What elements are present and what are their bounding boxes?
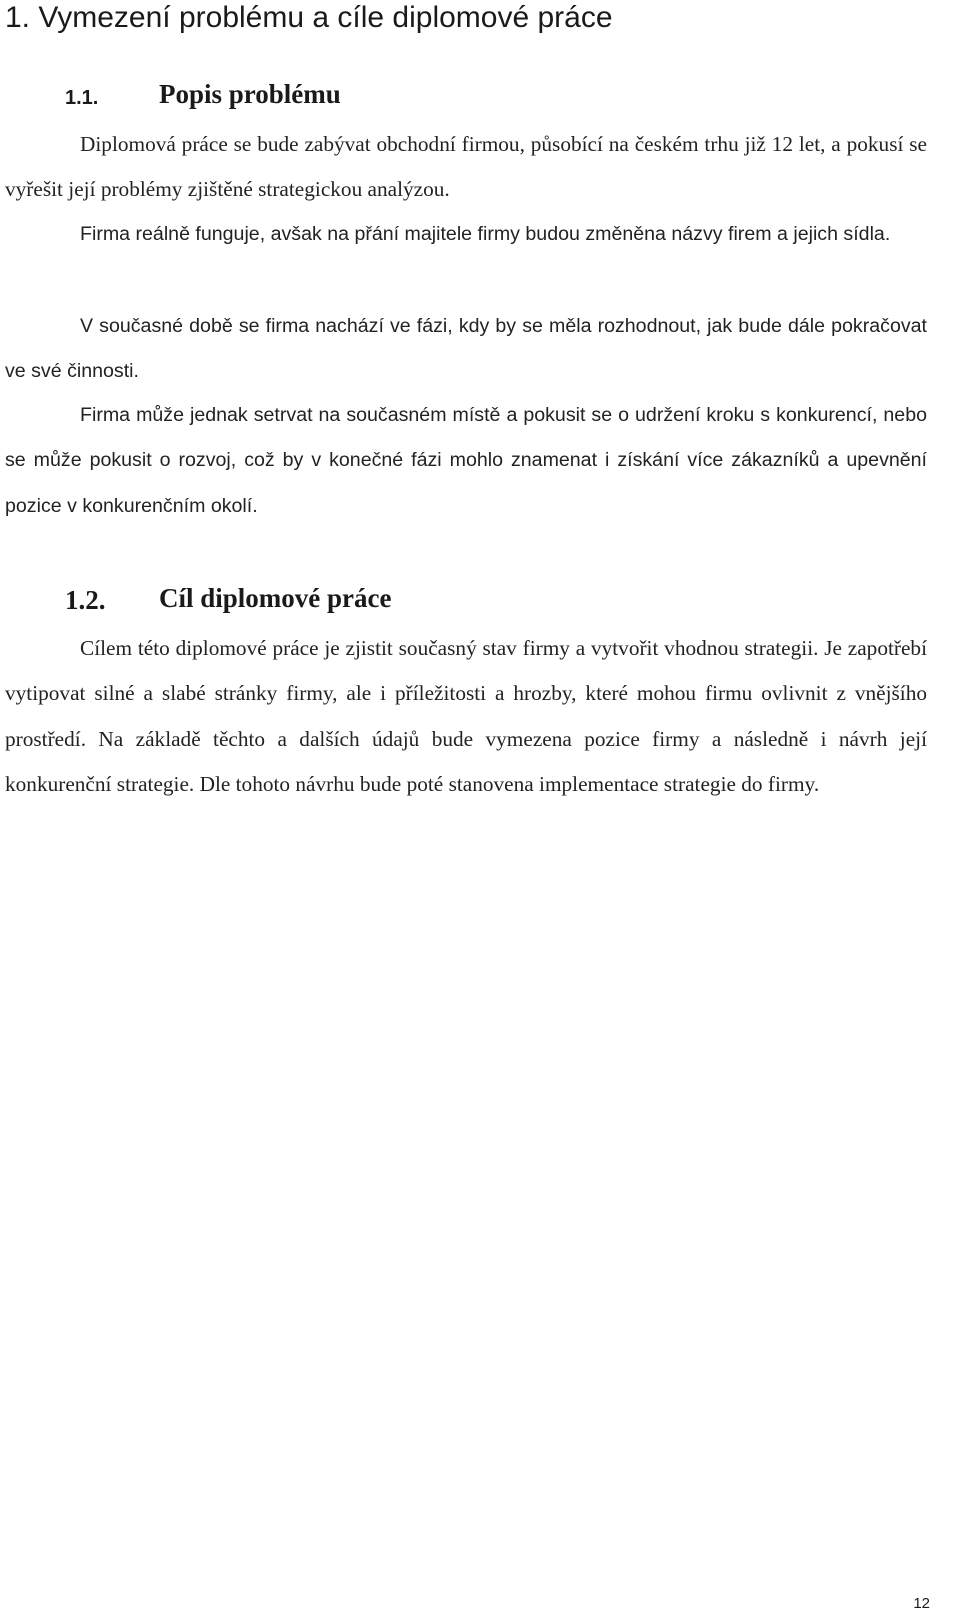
page-number: 12 [913,1595,930,1612]
section-title: Cíl diplomové práce [159,583,392,613]
section-title: Popis problému [159,79,341,109]
chapter-heading: 1. Vymezení problému a cíle diplomové práce [5,1,613,34]
paragraph: Firma může jednak setrvat na současném místě a pokusit se o udržení kroku s konkurencí, nebo se může pokusit o rozvoj, což by v konečné fázi mohlo znamenat i získání více zákazníků a upevnění pozice v konkurenčním okolí. [5,404,927,517]
section-heading-cil-diplomove-prace [65,582,665,616]
paragraph: Cílem této diplomové práce je zjistit současný stav firmy a vytvořit vhodnou strategii. Je zapotřebí vytipovat silné a slabé stránky firmy, ale i příležitosti a hrozby, které mohou firmu ovlivnit z vnějšího prostředí. Na základě těchto a dalších údajů bude vymezena pozice firmy a následně i návrh její konkurenční strategie. Dle tohoto návrhu bude poté stanovena implementace strategie do firmy. [5,636,927,796]
paragraph: V současné době se firma nachází ve fázi, kdy by se měla rozhodnout, jak bude dále pokračovat ve své činnosti. [5,315,927,383]
paragraph: Firma reálně funguje, avšak na přání majitele firmy budou změněna názvy firem a jejich sídla. [80,223,891,245]
paragraph: Diplomová práce se bude zabývat obchodní firmou, působící na českém trhu již 12 let, a pokusí se vyřešit její problémy zjištěné strategickou analýzou. [5,132,927,202]
section-number: 1.1. [65,87,99,109]
section-heading-popis-problemu [65,78,665,112]
section-number: 1.2. [65,585,106,615]
